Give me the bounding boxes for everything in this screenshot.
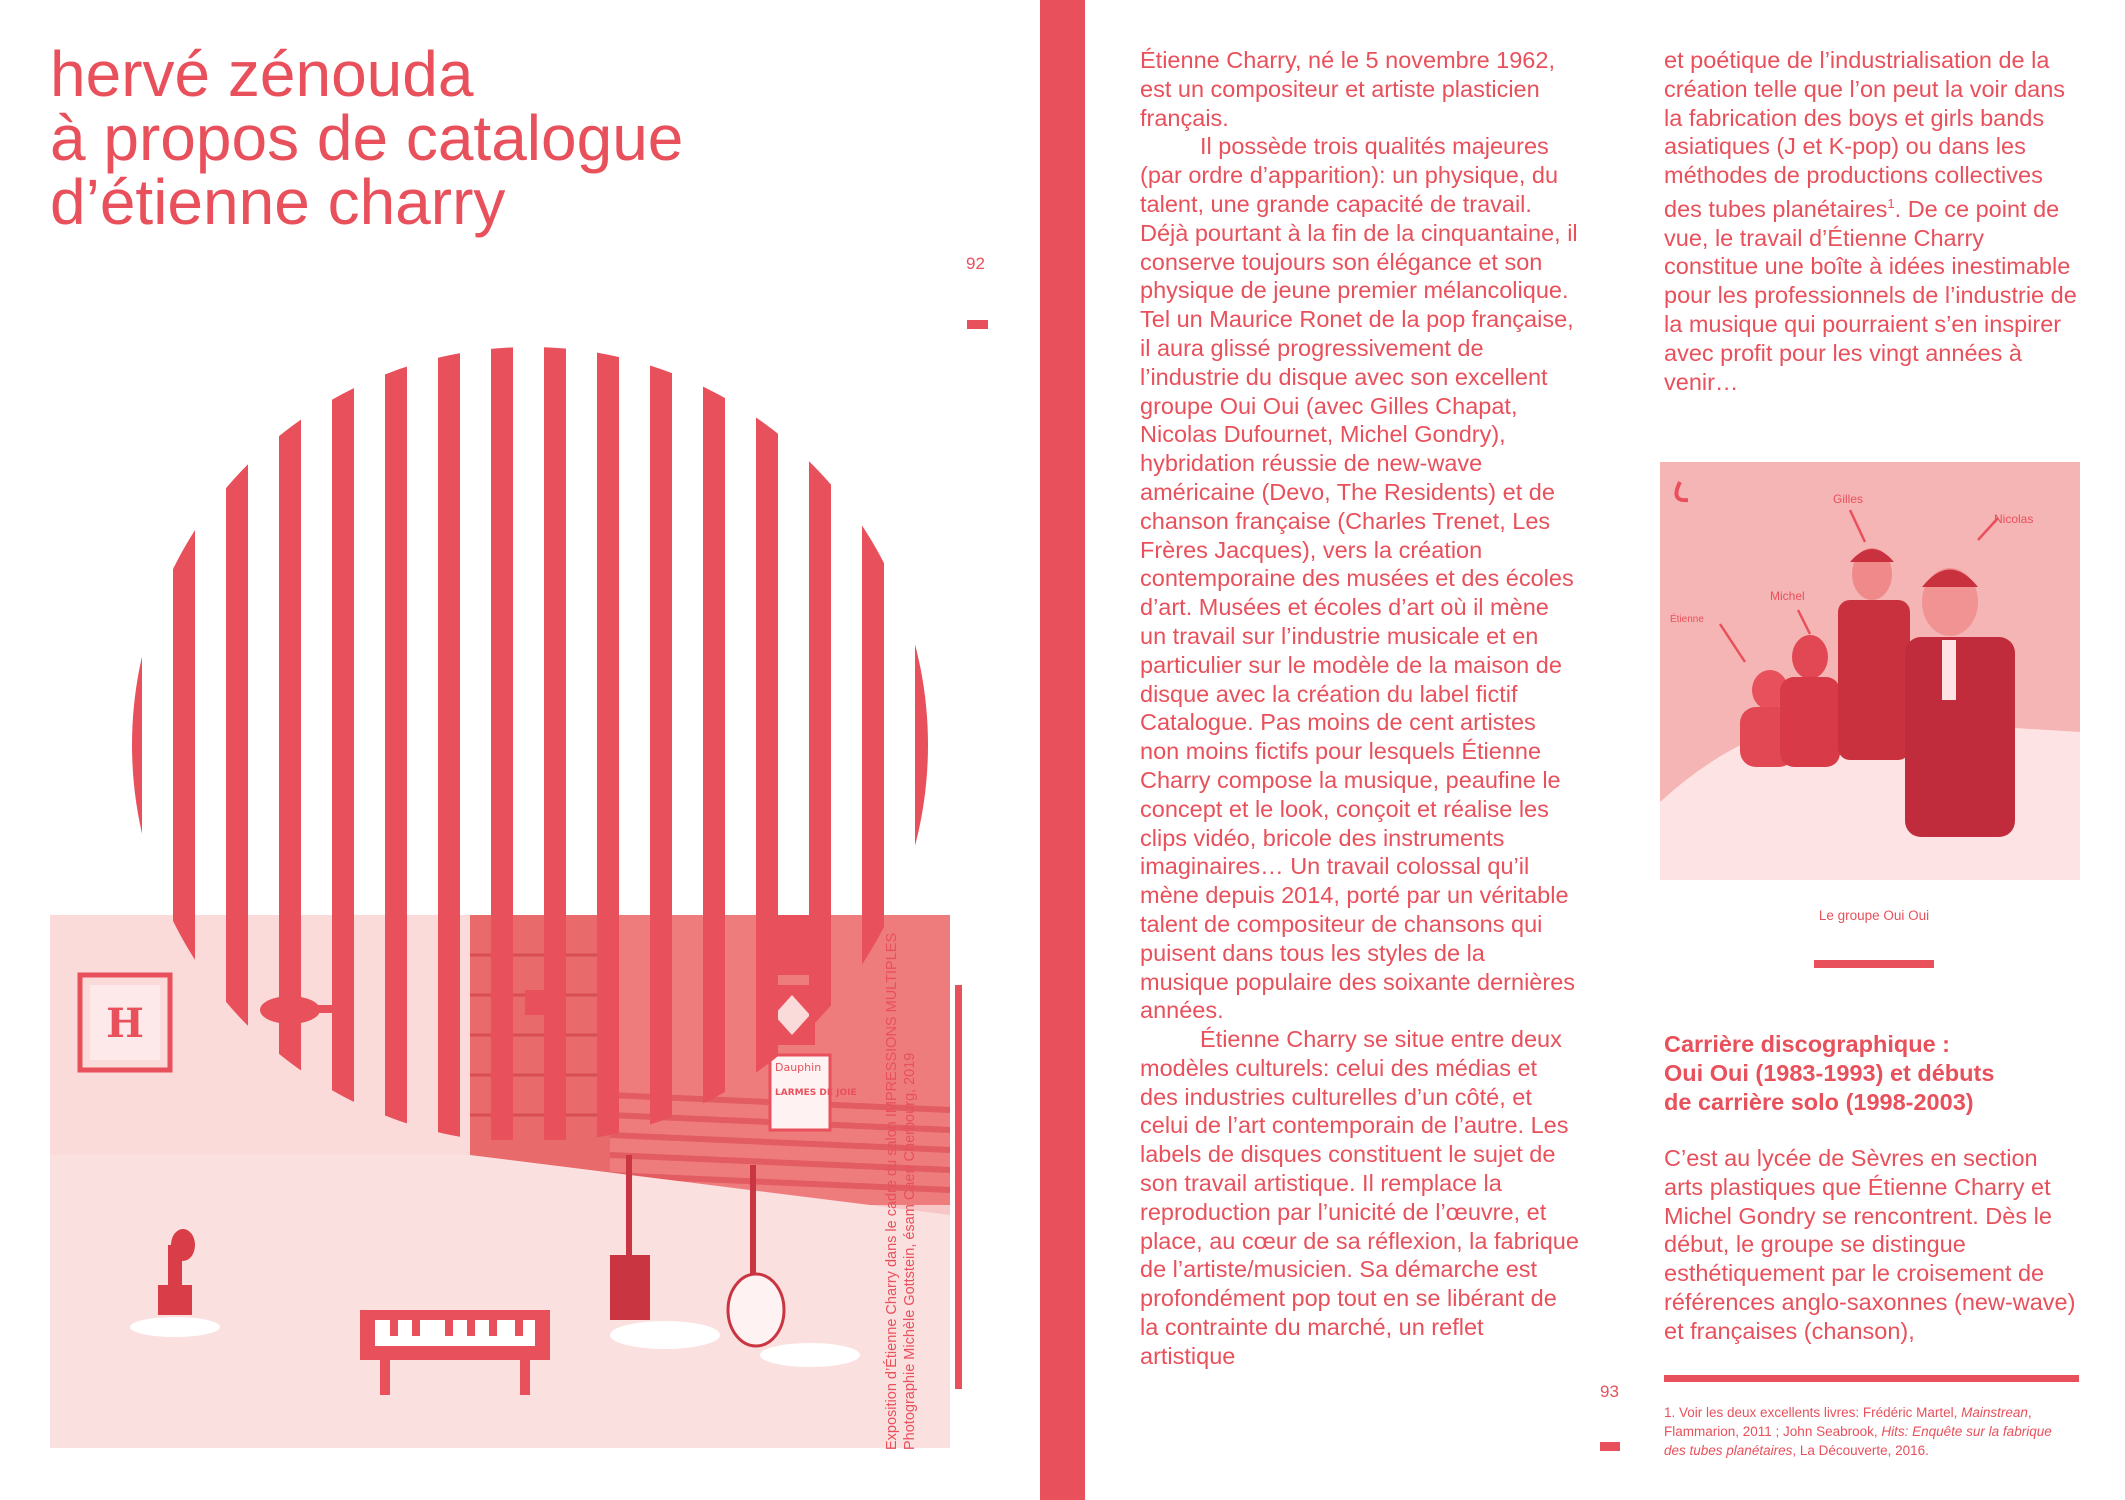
section-heading-line-1: Carrière discographique : (1664, 1031, 1950, 1057)
photo-caption-line-1: Exposition d’Étienne Charry dans le cadre du salon IMPRESSIONS MULTIPLES (884, 932, 900, 1450)
footnote-rule (1664, 1375, 2079, 1382)
paragraph-qualities: Il possède trois qualités majeures (par ordre d’apparition): un physique, du talent, une grande capacité de travail. Déjà pourtant à la fin de la cinquantaine, il conserve toujours son élégance et son physique de jeune premier mélancolique. Tel un Maurice Ronet de la pop française, il aura glissé progressivement de l’industrie du disque avec son excellent groupe Oui Oui (avec Gilles Chapat, Nicolas Dufournet, Michel Gondry), hybridation réussie de new-wave américaine (Devo, The Residents) et de chanson française (Charles Trenet, Les Frères Jacques), vers la création contemporaine des musées et des écoles d’art. Musées et écoles d’art où il mène un travail sur l’industrie musicale et en particulier sur le modèle de la maison de disque avec la création du label fictif Catalogue. Pas moins de cent artistes non moins fictifs pour lesquels Étienne Charry compose la musique, peaufine le concept et le look, conçoit et réalise les clips vidéo, bricole des instruments imaginaires… Un travail colossal qu’il mène depuis 2014, porté par un véritable talent de compositeur de chansons qui puisent dans tous les styles de la musique populaire des soixante dernières années. (1140, 133, 1578, 1024)
footnote (1664, 1403, 2069, 1460)
paragraph-industrialisation (1664, 46, 2084, 396)
framed-h-text: H (106, 1000, 144, 1047)
band-photo (1660, 462, 2080, 880)
poster-title-text: LARMES DE JOIE (775, 1088, 857, 1098)
title-author: hervé zénouda (50, 38, 474, 110)
title-line-2: à propos de catalogue (50, 102, 684, 174)
label-etienne: Étienne (1670, 614, 1704, 625)
footnote-a: 1. Voir les deux excellents livres: Frédéric Martel, (1664, 1405, 1962, 1420)
section-heading (1664, 1030, 2084, 1116)
spine-band (1040, 0, 1085, 1500)
footnote-c: , Flammarion, 2011 ; John Seabrook, (1664, 1405, 2032, 1439)
paragraph-models: Étienne Charry se situe entre deux modèles culturels: celui des médias et des industries culturelles d’un côté, et celui de l’art contemporain de l’autre. Les labels de disques constituent le sujet de son travail artistique. Il remplace la reproduction par l’unicité de l’œuvre, et place, au cœur de sa réflexion, la fabrique de l’artiste/musicien. Sa démarche est profondément pop tout en se libérant de la contrainte du marché, un reflet artistique (1140, 1026, 1579, 1369)
paragraph-intro: Étienne Charry, né le 5 novembre 1962, est un compositeur et artiste plasticien français. (1140, 47, 1555, 131)
section-heading-line-3: de carrière solo (1998-2003) (1664, 1088, 1974, 1115)
paragraph-industrialisation-start: et poétique de l’industrialisation de la création telle que l’on peut la voir dans la fabrication des boys et girls bands asiatiques (J et K-pop) ou dans les méthodes de productions collectives des tubes planétaires (1664, 47, 2066, 222)
footnote-d: Hits: Enquête sur la fabrique des tubes planétaires (1664, 1424, 2052, 1458)
footnote-b: Mainstrean (1961, 1405, 2028, 1420)
photo-caption-vertical (883, 930, 919, 1450)
page-number-left: 92 (966, 254, 985, 273)
page-marker-right (1600, 1442, 1620, 1451)
striped-circle-graphic (120, 340, 970, 1140)
title-line-3: d’étienne charry (50, 166, 506, 238)
footnote-ref: 1 (1887, 195, 1895, 211)
paragraph-lycee: C’est au lycée de Sèvres en section arts plastiques que Étienne Charry et Michel Gondry se rencontrent. Dès le début, le groupe se distingue esthétiquement par le croisement de références anglo-saxonnes (new-wave) et françaises (chanson), (1664, 1145, 2076, 1344)
page-number-right: 93 (1600, 1382, 1619, 1401)
footnote-e: , La Découverte, 2016. (1792, 1443, 1929, 1458)
text-column-2-lower (1664, 1144, 2079, 1346)
photo-caption-line-2: Photographie Michèle Gottstein, ésam Caen Cherbourg, 2019 (902, 1052, 918, 1450)
text-column-2 (1664, 46, 2084, 396)
article-title (50, 38, 684, 238)
paragraph-industrialisation-end: . De ce point de vue, le travail d’Étienne Charry constitue une boîte à idées inestimable pour les professionnels de l’industrie de la musique qui pourraient s’en inspirer avec profit pour les vingt années à venir… (1664, 195, 2077, 395)
label-michel: Michel (1770, 589, 1805, 603)
band-photo-caption: Le groupe Oui Oui (1818, 908, 1930, 923)
page-marker-left (967, 320, 988, 329)
label-nicolas: Nicolas (1994, 512, 2034, 526)
stripes (120, 340, 937, 1140)
text-column-1 (1140, 46, 1580, 1371)
label-gilles: Gilles (1833, 492, 1864, 506)
caption-rule (1814, 960, 1934, 968)
poster-brand-text: Dauphin (775, 1061, 822, 1074)
section-heading-line-2: Oui Oui (1983-1993) et débuts (1664, 1059, 1995, 1086)
